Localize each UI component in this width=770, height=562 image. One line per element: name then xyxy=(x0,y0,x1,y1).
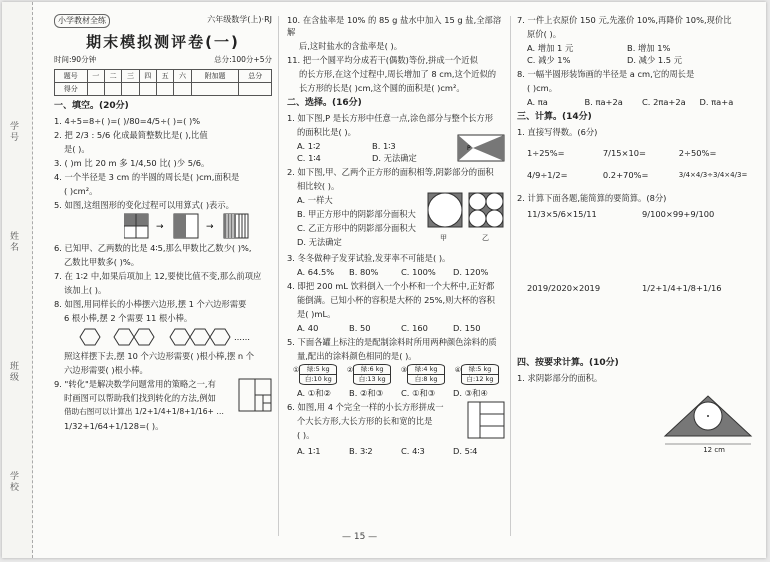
score-cell[interactable] xyxy=(104,83,121,96)
question-5: 5. 如图,这组图形的变化过程可以用算式( )表示。 xyxy=(54,200,234,210)
calc-item: 0.2+70%= xyxy=(602,170,649,180)
option-d[interactable]: D. ③和④ xyxy=(453,388,488,398)
option-c[interactable]: C. 2πa+2a xyxy=(642,97,686,107)
can-number: ④ xyxy=(454,366,461,374)
binding-margin xyxy=(2,2,33,558)
option-d[interactable]: D. 5∶4 xyxy=(453,446,478,456)
question-8-ask: 照这样摆下去,摆 10 个六边形需要( )根小棒,摆 n 个 xyxy=(64,351,255,361)
calc-item: 9/100×99+9/100 xyxy=(642,209,715,219)
q5-figure xyxy=(124,213,272,239)
white-amount: 白:13 kg xyxy=(358,375,386,383)
calc-item: 11/3×5/6×15/11 xyxy=(527,209,597,219)
green-amount: 绿:4 kg xyxy=(408,365,444,375)
score-table xyxy=(54,69,272,96)
column-divider xyxy=(510,16,511,536)
section-calculation: 三、计算。(14分) xyxy=(517,112,592,122)
score-header: 五 xyxy=(156,70,173,83)
side-label-xingming: 姓名 xyxy=(10,232,20,253)
option-c[interactable]: C. ①和③ xyxy=(401,388,436,398)
page-header xyxy=(54,14,272,28)
green-amount: 绿:5 kg xyxy=(300,365,336,375)
option-b[interactable]: B. 1∶3 xyxy=(372,141,396,151)
score-cell[interactable] xyxy=(87,83,104,96)
shaded-area-figure-block xyxy=(517,386,757,456)
can-label xyxy=(299,364,337,385)
choice-8-cont: ( )cm。 xyxy=(527,83,558,93)
option-b[interactable]: B. 甲正方形中的阴影部分面积大 xyxy=(297,209,416,219)
can-label xyxy=(461,364,499,385)
score-header: 题号 xyxy=(55,70,88,83)
squares-circles-figure xyxy=(427,192,505,232)
calc-item: 2÷50%= xyxy=(678,148,717,158)
option-a[interactable]: A. 一样大 xyxy=(297,195,333,205)
calc-2-title: 2. 计算下面各题,能简算的要简算。(8分) xyxy=(517,193,667,203)
svg-text:P: P xyxy=(467,145,471,152)
work-space[interactable] xyxy=(517,220,757,282)
option-d[interactable]: D. 150 xyxy=(453,323,481,333)
score-cell[interactable] xyxy=(174,83,191,96)
choice-4: 4. 即把 200 mL 饮料倒入一个小杯和一个大杯中,正好都 xyxy=(287,281,495,291)
option-d[interactable]: D. πa+a xyxy=(699,97,734,107)
choice-6-cont: 个大长方形,大长方形的长和宽的比是 xyxy=(297,416,433,426)
option-b[interactable]: B. 增加 1% xyxy=(627,43,671,53)
can-number: ③ xyxy=(400,366,408,374)
choice-7: 7. 一件上衣原价 150 元,先涨价 10%,再降价 10%,现价比 xyxy=(517,15,732,25)
option-d[interactable]: D. 无法确定 xyxy=(297,237,342,247)
choice-6-cont: ( )。 xyxy=(297,430,315,440)
question-9-block xyxy=(54,378,272,432)
triangle-circle-figure xyxy=(663,390,753,450)
choice-4-cont: 能倒满。已知小杯的容积是大杯的 25%,则大杯的容积 xyxy=(297,295,495,305)
score-header: 总分 xyxy=(239,70,272,83)
page-title: 期末模拟测评卷(一) xyxy=(86,33,240,51)
paint-can-2 xyxy=(347,364,391,385)
question-4: 4. 一个半径是 3 cm 的半圆的周长是( )cm,面积是 xyxy=(54,172,240,182)
exam-sheet xyxy=(2,2,766,558)
figure-label-jia: 甲 xyxy=(440,234,447,242)
paint-can-1 xyxy=(293,364,337,385)
choice-5-cont: 量,配出的涂料颜色相同的是( )。 xyxy=(297,351,417,361)
choice-6: 6. 如图,用 4 个完全一样的小长方形拼成一 xyxy=(287,402,444,412)
dimension-label: 12 cm xyxy=(703,446,725,454)
figure-label-yi: 乙 xyxy=(482,234,489,242)
column-3 xyxy=(517,14,757,456)
question-6-cont: 乙数比甲数多( )%。 xyxy=(64,257,140,267)
calc-4-title: 1. 求阴影部分的面积。 xyxy=(517,373,603,383)
choice-6-block xyxy=(287,401,505,441)
section-required-calc: 四、按要求计算。(10分) xyxy=(517,358,619,368)
score-row-label: 得分 xyxy=(55,83,88,96)
question-11: 11. 把一个圆平均分成若干(偶数)等份,拼成一个近似 xyxy=(287,55,478,65)
paint-cans-row xyxy=(293,364,499,385)
option-b[interactable]: B. 50 xyxy=(349,323,371,333)
question-9-cont: 1/32+1/64+1/128=( )。 xyxy=(64,421,164,431)
calc-1-title: 1. 直接写得数。(6分) xyxy=(517,127,598,137)
option-a[interactable]: A. ①和② xyxy=(297,388,331,398)
can-label xyxy=(353,364,391,385)
score-header: 六 xyxy=(174,70,191,83)
can-number: ② xyxy=(346,366,354,374)
choice-1-cont: 的面积比是( )。 xyxy=(297,127,356,137)
option-a[interactable]: A. 1∶1 xyxy=(297,446,321,456)
choice-8: 8. 一幅半圆形装饰画的半径是 a cm,它的周长是 xyxy=(517,69,695,79)
svg-text:……: …… xyxy=(234,333,250,342)
rectangle-point-figure xyxy=(457,134,505,162)
choice-5-options xyxy=(297,387,505,399)
question-2-cont: 是( )。 xyxy=(64,144,90,154)
question-4-cont: ( )cm²。 xyxy=(64,186,98,196)
option-c[interactable]: C. 160 xyxy=(401,323,428,333)
square-halving-figure xyxy=(238,378,272,412)
choice-2: 2. 如下图,甲、乙两个正方形的面积相等,阴影部分的面积 xyxy=(287,167,494,177)
option-d[interactable]: D. 120% xyxy=(453,267,489,277)
choice-8-options xyxy=(527,96,757,108)
option-c[interactable]: C. 100% xyxy=(401,267,436,277)
question-10-cont: 后,这时盐水的含盐率是( )。 xyxy=(299,41,403,51)
score-cell[interactable] xyxy=(239,83,272,96)
time-limit: 时间:90分钟 xyxy=(54,55,97,64)
question-7-cont: 该加上( )。 xyxy=(64,285,107,295)
score-cell[interactable] xyxy=(139,83,156,96)
option-a[interactable]: A. 64.5% xyxy=(297,267,335,277)
paint-can-4 xyxy=(455,364,499,385)
score-header: 三 xyxy=(122,70,139,83)
can-number: ① xyxy=(293,366,300,374)
choice-3-options xyxy=(297,266,505,278)
choice-6-options xyxy=(297,445,505,457)
grade-label: 六年级数学(上)·RJ xyxy=(207,15,272,24)
green-amount: 绿:6 kg xyxy=(354,365,390,375)
choice-1-options xyxy=(297,140,447,164)
calc-1-items xyxy=(527,142,757,186)
hexagon-sticks-figure xyxy=(74,326,264,348)
question-2: 2. 把 2/3 : 5/6 化成最简整数比是( ),比值 xyxy=(54,130,208,140)
question-9-cont: 时画图可以帮助我们找到转化的方法,例如 xyxy=(64,393,216,403)
choice-4-options xyxy=(297,322,505,334)
column-divider xyxy=(278,16,279,536)
svg-text:→: → xyxy=(206,222,214,232)
score-header: 二 xyxy=(104,70,121,83)
choice-7-cont: 原价( )。 xyxy=(527,29,562,39)
question-9: 9. "转化"是解决数学问题常用的策略之一,有 xyxy=(54,379,216,389)
hexagon-figure xyxy=(74,326,272,348)
four-rectangles-figure xyxy=(467,401,505,439)
question-8-cont: 6 根小棒,摆 2 个需要 11 根小棒。 xyxy=(64,313,193,323)
option-b[interactable]: B. ②和③ xyxy=(349,388,384,398)
option-b[interactable]: B. 3∶2 xyxy=(349,446,373,456)
brand-logo: 小学教材全练 xyxy=(54,14,110,28)
option-b[interactable]: B. 80% xyxy=(349,267,379,277)
question-7: 7. 在 1∶2 中,如果后项加上 12,要使比值不变,那么前项应 xyxy=(54,271,262,281)
option-a[interactable]: A. 增加 1 元 xyxy=(527,43,574,53)
page-number: — 15 — xyxy=(342,532,378,542)
choice-1: 1. 如下图,P 是长方形中任意一点,涂色部分与整个长方形 xyxy=(287,113,494,123)
work-space[interactable] xyxy=(517,294,757,354)
column-1 xyxy=(54,14,272,434)
side-label-xuexiao: 学校 xyxy=(10,472,20,493)
question-11-cont: 长方形的长是( )cm,这个圆的面积是( )cm²。 xyxy=(299,83,465,93)
option-c[interactable]: C. 乙正方形中的阴影部分面积大 xyxy=(297,223,416,233)
choice-3: 3. 冬冬做种子发芽试验,发芽率不可能是( )。 xyxy=(287,253,451,263)
choice-1-block xyxy=(287,112,505,164)
calc-item: 4/9÷1/2= xyxy=(527,170,568,180)
option-d[interactable]: D. 减少 1.5 元 xyxy=(627,55,683,65)
option-a[interactable]: A. 40 xyxy=(297,323,319,333)
choice-7-options xyxy=(527,42,727,66)
white-amount: 白:12 kg xyxy=(466,375,494,383)
section-choice: 二、选择。(16分) xyxy=(287,98,362,108)
choice-4-cont: 是( )mL。 xyxy=(297,309,336,319)
score-header: 一 xyxy=(87,70,104,83)
calc-item: 7/15×10= xyxy=(602,148,646,158)
choice-2-block xyxy=(287,166,505,248)
question-8: 8. 如图,用同样长的小棒摆六边形,摆 1 个六边形需要 xyxy=(54,299,247,309)
column-2 xyxy=(287,14,505,459)
choice-5: 5. 下面各罐上标注的是配制涂料时所用两种颜色涂料的质 xyxy=(287,337,497,347)
option-c[interactable]: C. 4∶3 xyxy=(401,446,425,456)
calc-item: 1÷25%= xyxy=(527,148,565,158)
score-cell[interactable] xyxy=(191,83,239,96)
option-a[interactable]: A. 1∶2 xyxy=(297,141,321,151)
section-fill-in: 一、填空。(20分) xyxy=(54,101,129,111)
score-cell[interactable] xyxy=(122,83,139,96)
choice-2-cont: 相比较( )。 xyxy=(297,181,340,191)
calc-2-row-2 xyxy=(527,282,757,294)
score-cell[interactable] xyxy=(156,83,173,96)
white-amount: 白:8 kg xyxy=(414,375,438,383)
paint-can-3 xyxy=(401,364,445,385)
calc-item: 3/4×4/3÷3/4×4/3= xyxy=(678,171,748,179)
grid-shading-figure xyxy=(124,213,254,239)
question-6: 6. 已知甲、乙两数的比是 4∶5,那么甲数比乙数少( )%, xyxy=(54,243,252,253)
option-c[interactable]: C. 减少 1% xyxy=(527,55,571,65)
score-header: 四 xyxy=(139,70,156,83)
option-b[interactable]: B. πa+2a xyxy=(584,97,623,107)
svg-text:→: → xyxy=(156,222,164,232)
question-9-cont: 借助右图可以计算出 1/2+1/4+1/8+1/16+ … xyxy=(64,407,224,416)
calc-2-row-1 xyxy=(527,208,757,220)
total-score: 总分:100分+5分 xyxy=(214,55,272,64)
calc-item: 1/2+1/4+1/8+1/16 xyxy=(642,283,722,293)
question-8-ask-cont: 六边形需要( )根小棒。 xyxy=(64,365,148,375)
option-c[interactable]: C. 1∶4 xyxy=(297,153,321,163)
can-label xyxy=(407,364,445,385)
side-label-xuehao: 学号 xyxy=(10,122,20,143)
calc-item: 2019/2020×2019 xyxy=(527,283,601,293)
exam-meta xyxy=(54,54,272,66)
question-11-cont: 的长方形,在这个过程中,周长增加了 8 cm,这个近似的 xyxy=(299,69,497,79)
option-a[interactable]: A. πa xyxy=(527,97,548,107)
option-d[interactable]: D. 无法确定 xyxy=(372,153,417,163)
score-header: 附加题 xyxy=(191,70,239,83)
side-label-banji: 班级 xyxy=(10,362,20,383)
white-amount: 白:10 kg xyxy=(304,375,332,383)
question-3: 3. ( )m 比 20 m 多 1/4,50 比( )少 5/6。 xyxy=(54,158,210,168)
green-amount: 绿:5 kg xyxy=(462,365,498,375)
question-1: 1. 4÷5=8÷( )=( )/80=4/5÷( )=( )% xyxy=(54,116,201,126)
question-10: 10. 在含盐率是 10% 的 85 g 盐水中加入 15 g 盐,全部溶解 xyxy=(287,15,502,37)
